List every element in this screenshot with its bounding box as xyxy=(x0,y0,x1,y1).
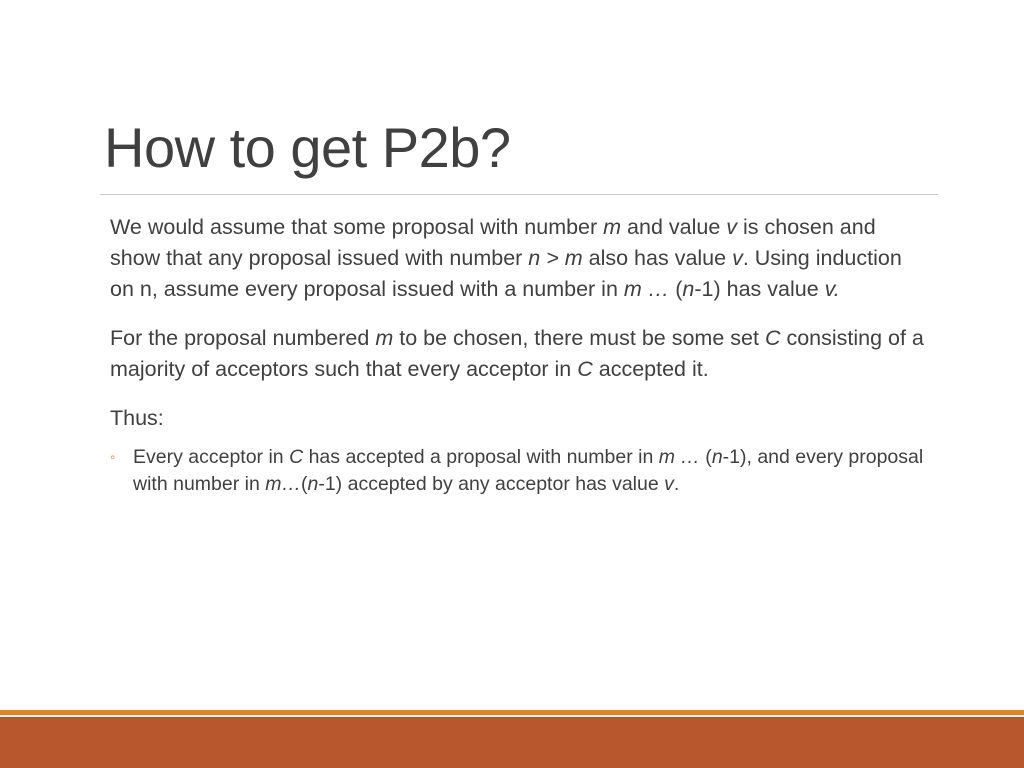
var-m-range: m … xyxy=(623,277,670,301)
paragraph-thus xyxy=(110,403,930,434)
var-v: v xyxy=(664,473,674,495)
paragraph-chosen-set xyxy=(110,323,930,385)
var-n-gt-m: n > m xyxy=(528,246,583,270)
var-v: v xyxy=(726,215,738,239)
text-run: ( xyxy=(300,473,308,495)
var-n: n xyxy=(682,277,695,301)
text-run: ( xyxy=(699,446,712,468)
text-run: For the proposal numbered xyxy=(110,326,376,350)
var-c: C xyxy=(764,326,781,350)
text-run: consisting of a majority of acceptors such that every acceptor in xyxy=(110,326,924,381)
footer-accent-line xyxy=(0,710,1024,715)
text-run: has accepted a proposal with number in xyxy=(303,446,659,468)
text-run: also has value xyxy=(582,246,733,270)
text-run: We would assume that some proposal with number xyxy=(110,215,604,239)
text-run: -1) accepted by any acceptor has value xyxy=(318,473,665,495)
text-run: Every acceptor in xyxy=(133,446,290,468)
slide-title: How to get P2b? xyxy=(104,116,511,179)
var-c: C xyxy=(577,357,593,381)
var-m: m xyxy=(603,215,622,239)
text-run: and value xyxy=(621,215,727,239)
var-c: C xyxy=(289,446,304,468)
text-run: ( xyxy=(669,277,683,301)
slide-body xyxy=(110,212,930,498)
title-divider xyxy=(100,194,938,195)
bullet-list xyxy=(110,444,930,498)
bullet-circle-icon: ◦ xyxy=(110,449,116,466)
text-run: accepted it. xyxy=(592,357,709,381)
var-n: n xyxy=(307,473,319,495)
var-m-range: m… xyxy=(265,473,301,495)
text-run: is chosen and show that any proposal issued with number xyxy=(110,215,876,270)
text-run: Thus: xyxy=(110,406,164,430)
var-m-range: m … xyxy=(658,446,700,468)
text-run: . xyxy=(673,473,680,495)
footer-band xyxy=(0,717,1024,768)
var-v: v. xyxy=(824,277,840,301)
text-run: -1) has value xyxy=(694,277,825,301)
var-m: m xyxy=(375,326,394,350)
paragraph-assumption xyxy=(110,212,930,305)
var-v: v xyxy=(732,246,743,270)
text-run: -1), and every proposal with number in xyxy=(133,446,924,495)
var-n: n xyxy=(711,446,723,468)
text-run: . Using induction on n, assume every proposal issued with a number in xyxy=(110,246,902,301)
text-run: to be chosen, there must be some set xyxy=(393,326,765,350)
bullet-item xyxy=(110,444,930,498)
